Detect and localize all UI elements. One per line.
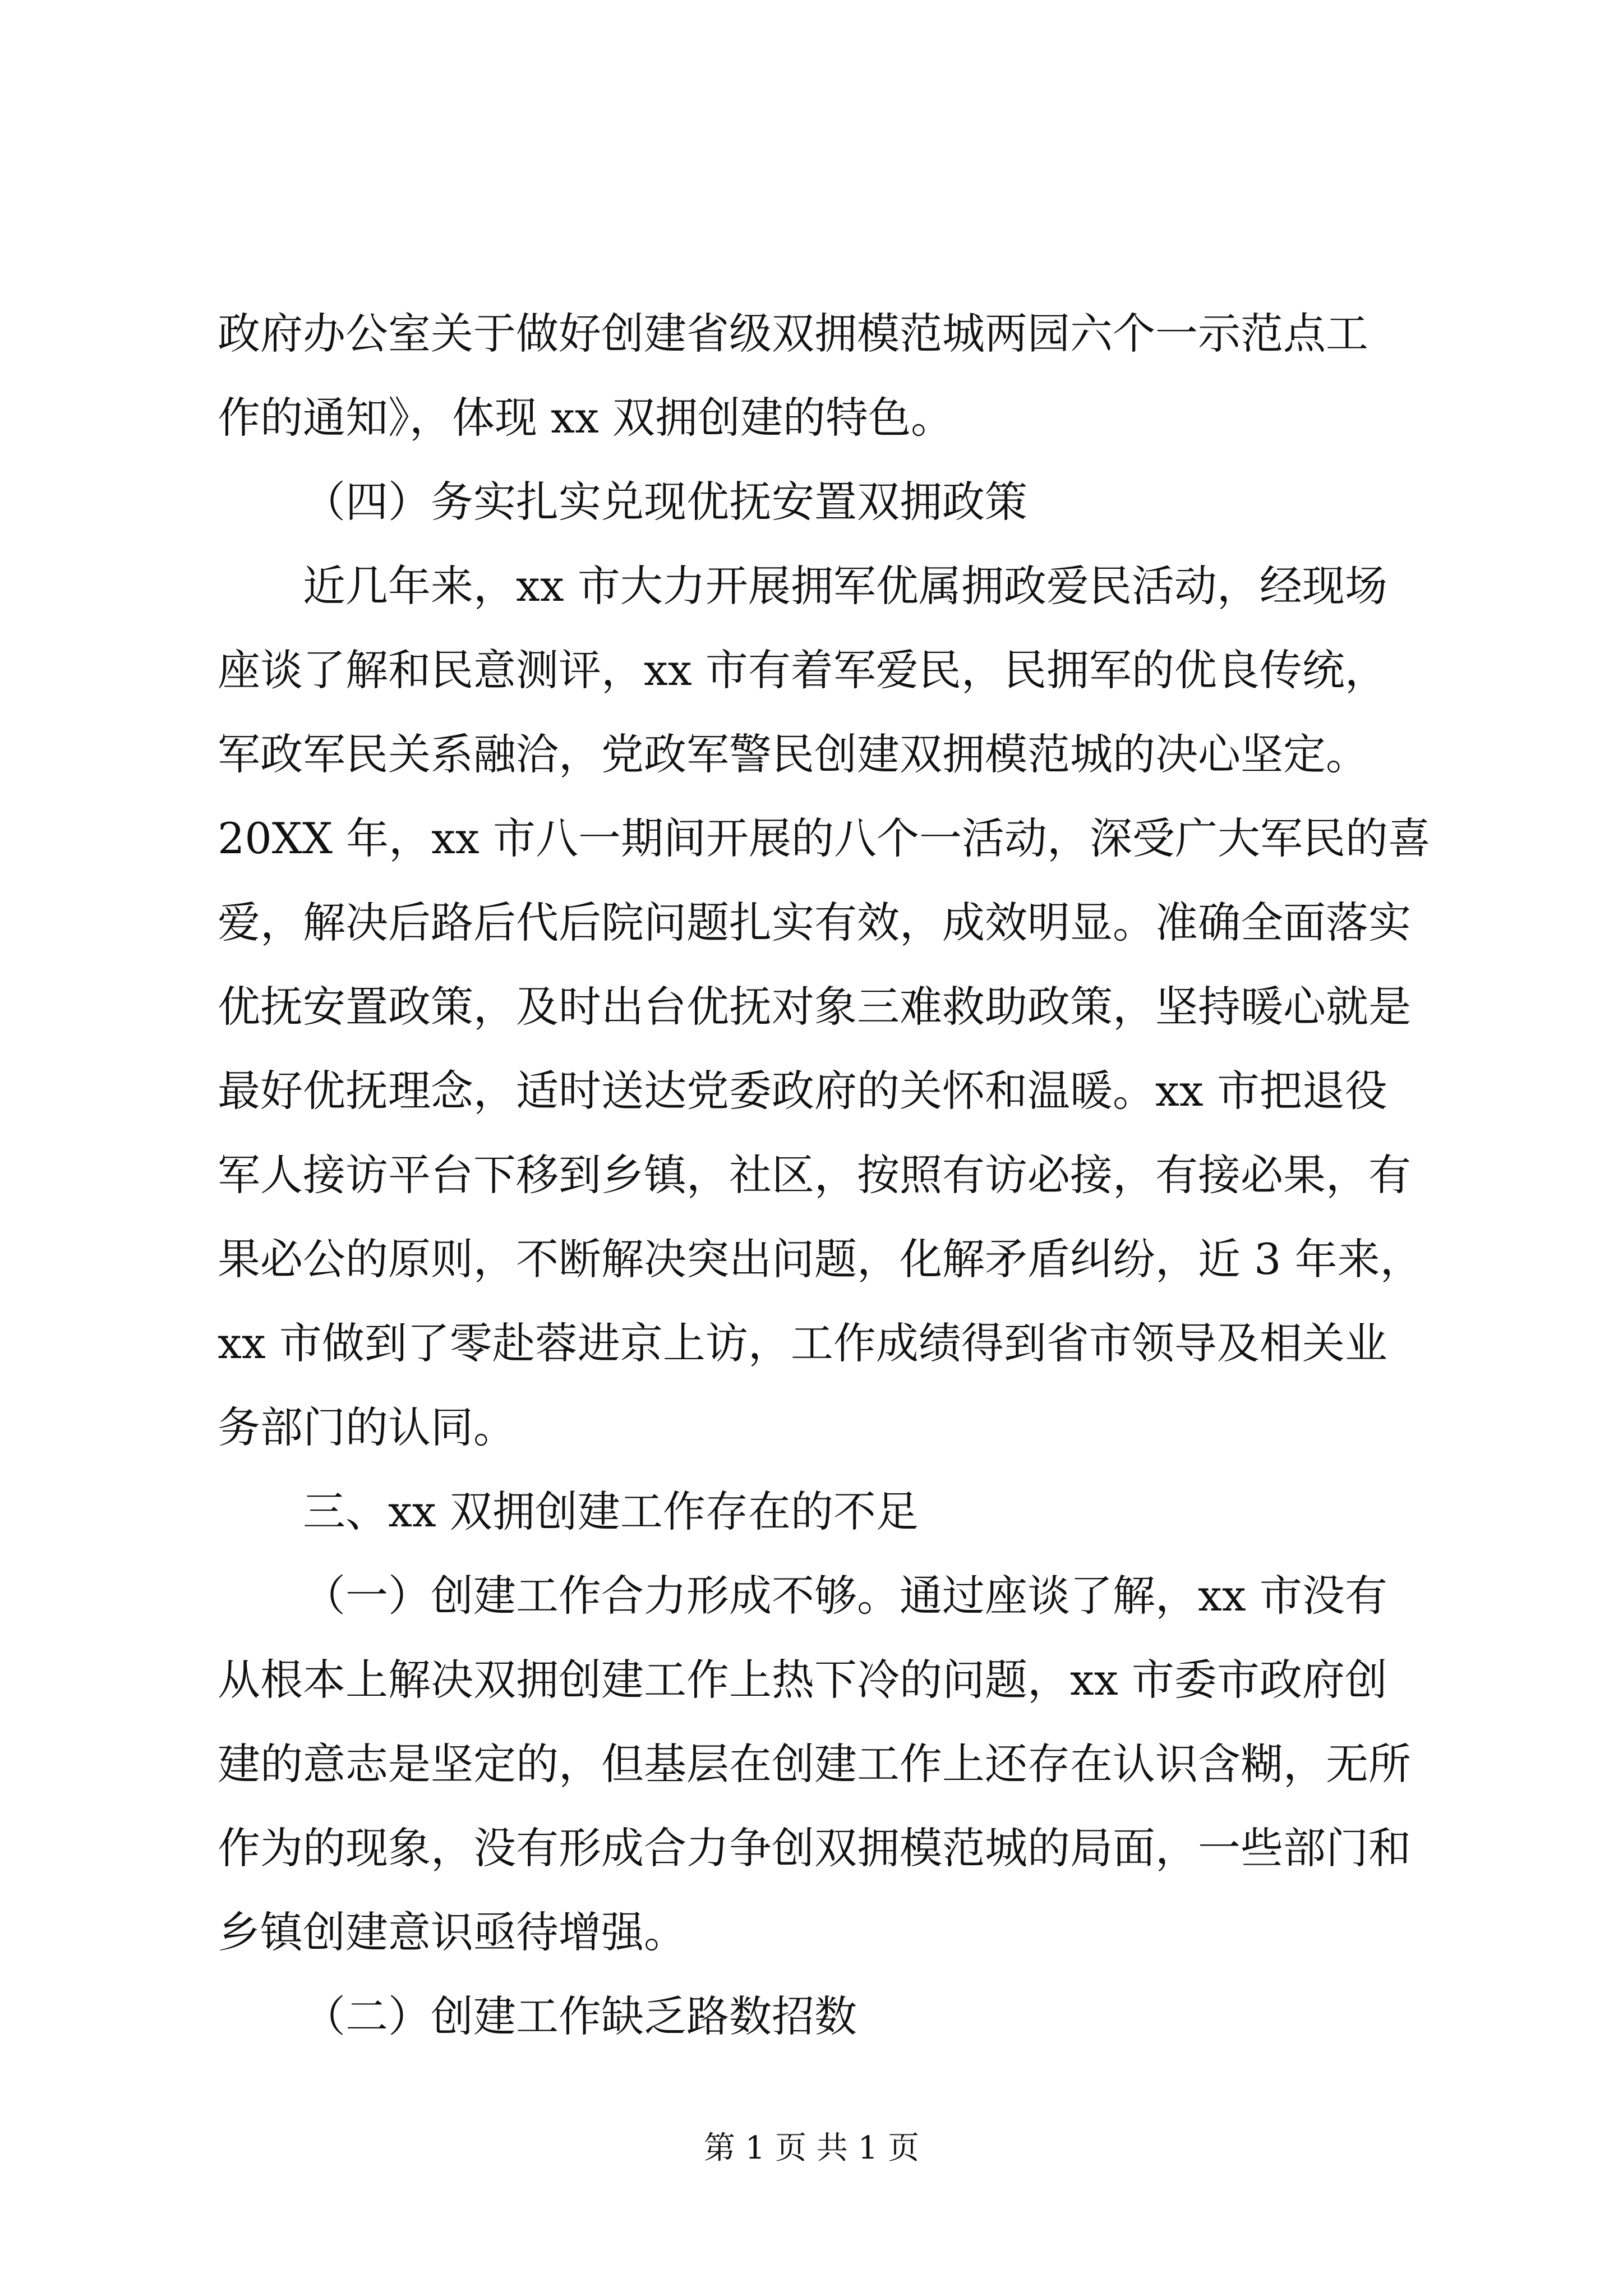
text-line: 果必公的原则，不断解决突出问题，化解矛盾纠纷，近 3 年来， — [218, 1234, 1423, 1284]
text-line: xx 市做到了零赴蓉进京上访，工作成绩得到省市领导及相关业 — [218, 1318, 1387, 1368]
text-line: 军政军民关系融洽，党政军警民创建双拥模范城的决心坚定。 — [218, 729, 1368, 779]
text-line: 座谈了解和民意测评，xx 市有着军爱民，民拥军的优良传统， — [218, 645, 1387, 695]
section-heading: （四）务实扎实兑现优抚安置双拥政策 — [303, 477, 1027, 527]
text-line: 近几年来，xx 市大力开展拥军优属拥政爱民活动，经现场 — [303, 561, 1387, 611]
document-body — [218, 292, 1431, 2059]
text-line: 政府办公室关于做好创建省级双拥模范城两园六个一示范点工 — [218, 309, 1368, 358]
text-line: 爱，解决后路后代后院问题扎实有效，成效明显。准确全面落实 — [218, 898, 1411, 947]
text-line: 优抚安置政策，及时出台优抚对象三难救助政策，坚持暖心就是 — [218, 982, 1411, 1032]
text-line: 作为的现象，没有形成合力争创双拥模范城的局面，一些部门和 — [218, 1823, 1411, 1873]
page-number: 第 1 页 共 1 页 — [703, 2130, 920, 2166]
text-line: 建的意志是坚定的，但基层在创建工作上还存在认识含糊，无所 — [218, 1739, 1411, 1789]
text-line: （一）创建工作合力形成不够。通过座谈了解，xx 市没有 — [303, 1571, 1387, 1621]
text-line: 从根本上解决双拥创建工作上热下冷的问题，xx 市委市政府创 — [218, 1655, 1387, 1705]
page-footer — [0, 2129, 1623, 2168]
text-line: 20XX 年，xx 市八一期间开展的八个一活动，深受广大军民的喜 — [218, 813, 1431, 863]
section-heading: （二）创建工作缺乏路数招数 — [303, 1991, 857, 2041]
text-line: 军人接访平台下移到乡镇，社区，按照有访必接，有接必果，有 — [218, 1150, 1411, 1200]
text-line: 务部门的认同。 — [218, 1402, 516, 1452]
text-line: 作的通知》，体现 xx 双拥创建的特色。 — [218, 393, 954, 443]
section-heading: 三、xx 双拥创建工作存在的不足 — [303, 1487, 919, 1536]
text-line: 乡镇创建意识亟待增强。 — [218, 1907, 686, 1957]
text-line: 最好优抚理念，适时送达党委政府的关怀和温暖。xx 市把退役 — [218, 1066, 1387, 1116]
